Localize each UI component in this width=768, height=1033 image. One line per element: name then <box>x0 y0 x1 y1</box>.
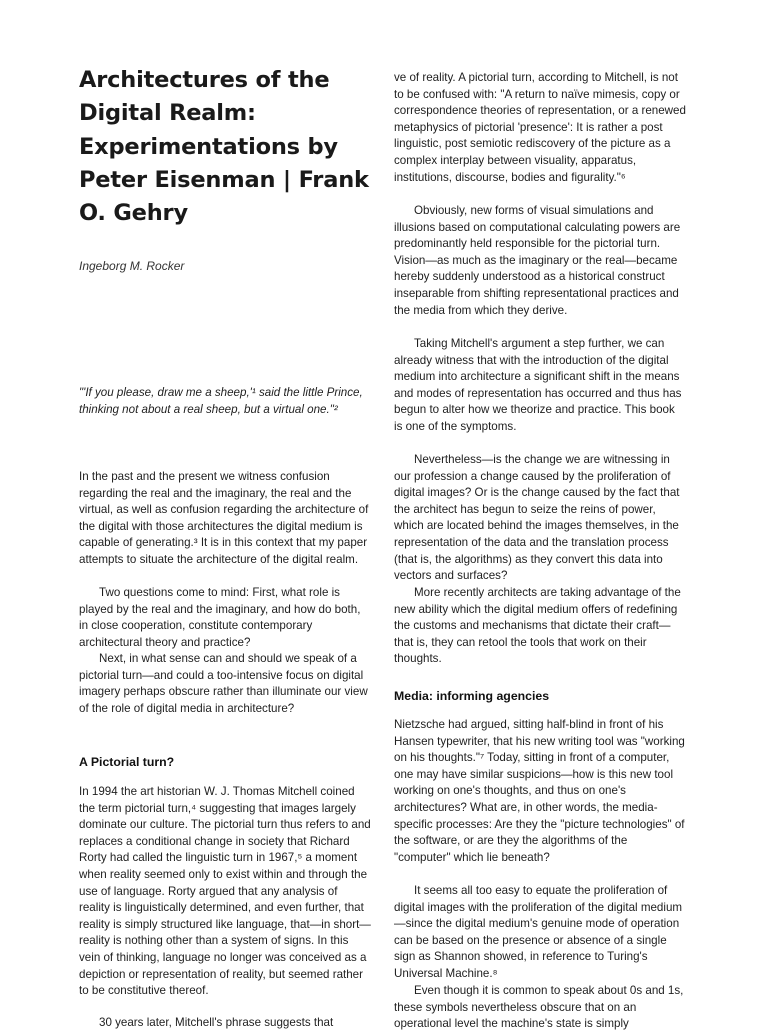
body-paragraph: More recently architects are taking advantage of the new ability which the digital medium offers of redefining the customs and mechanisms that dictate their craft—that is, they can retool the tools that work on their thoughts. <box>394 586 681 666</box>
body-paragraph: It seems all too easy to equate the proliferation of digital images with the proliferation of the digital medium—since the digital medium's genuine mode of operation can be based on the presence or absence of a single sign as Shannon showed, in reference to Turing's Universal Machine.⁸ <box>394 884 683 980</box>
epigraph: "'If you please, draw me a sheep,'¹ said the little Prince, thinking not about a real sheep, but a virtual one."² <box>79 386 363 416</box>
author-name: Ingeborg M. Rocker <box>79 259 185 273</box>
section-heading: A Pictorial turn? <box>79 755 175 769</box>
body-paragraph: Obviously, new forms of visual simulations and illusions based on computational calculating powers are predominantly held responsible for the pictorial turn. Vision—as much as the imaginary or the real—became hereby suddenly understood as a historical construct inseparable from shifting representational practices and the media from which they derive. <box>394 204 681 317</box>
body-paragraph: Nietzsche had argued, sitting half-blind in front of his Hansen typewriter, that his new writing tool was "working on his thoughts."⁷ Today, sitting in front of a computer, one may have similar suspicions—how is this new tool working on one's thoughts, and thus on one's architectures? What are, in other words, the media-specific processes: Are they the "picture technologies" of the software, or are they the algorithms of the "computer" which lie beneath? <box>394 718 685 864</box>
body-paragraph: Even though it is common to speak about 0s and 1s, these symbols nevertheless obscure that on an operational level the machine's state is simply <box>394 984 684 1031</box>
body-paragraph: In 1994 the art historian W. J. Thomas Mitchell coined the term pictorial turn,⁴ suggesting that images largely dominate our culture. The pictorial turn thus refers to and replaces a conditional change in society that Richard Rorty had called the linguistic turn in 1967,⁵ a moment when reality seemed only to exist within and through the use of language. Rorty argued that any analysis of reality is linguistically determined, and even further, that reality is simply structured like language, that—in short—reality is nothing other than a system of signs. In this vein of thinking, language no longer was conceived as a depiction or representation of reality, but seemed rather to be constitutive thereof. <box>79 785 371 998</box>
body-paragraph: Taking Mitchell's argument a step further, we can already witness that with the introduction of the digital medium into architecture a significant shift in the means and modes of representation has occurred and thus has begun to alter how we theorize and practice. This book is one of the symptoms. <box>394 337 682 433</box>
body-paragraph: Two questions come to mind: First, what role is played by the real and the imaginary, and how do both, in close cooperation, constitute contemporary architectural theory and practice? <box>79 586 361 649</box>
body-paragraph: In the past and the present we witness confusion regarding the real and the imaginary, the real and the virtual, as well as confusion regarding the architecture of the digital with those architectures the digital medium is capable of generating.³ It is in this context that my paper attempts to situate the architecture of the digital realm. <box>79 470 369 566</box>
paper-title: Architectures of the Digital Realm: Experimentations by Peter Eisenman | Frank O. Gehry <box>79 67 369 227</box>
body-paragraph: Nevertheless—is the change we are witnessing in our profession a change caused by the proliferation of digital images? Or is the change caused by the fact that the architect has begun to seize the reins of power, which are located behind the images themselves, in the representation of the data and the translation process (that is, the algorithms) as they convert this data into vectors and surfaces? <box>394 453 680 583</box>
body-paragraph: 30 years later, Mitchell's phrase suggests that <box>99 1016 334 1029</box>
body-paragraph: Next, in what sense can and should we speak of a pictorial turn—and could a too-intensive focus on digital imagery perhaps obscure rather than illuminate our view of the role of digital media in architecture? <box>79 652 368 715</box>
body-paragraph: ve of reality. A pictorial turn, according to Mitchell, is not to be confused with: "A return to naïve mimesis, copy or correspondence theories of representation, or a renewed metaphysics of pictorial 'presence': It is rather a post linguistic, post semiotic rediscovery of the picture as a complex interplay between visuality, apparatus, institutions, discourse, bodies and figurality."⁶ <box>394 71 686 184</box>
section-heading: Media: informing agencies <box>394 689 550 703</box>
